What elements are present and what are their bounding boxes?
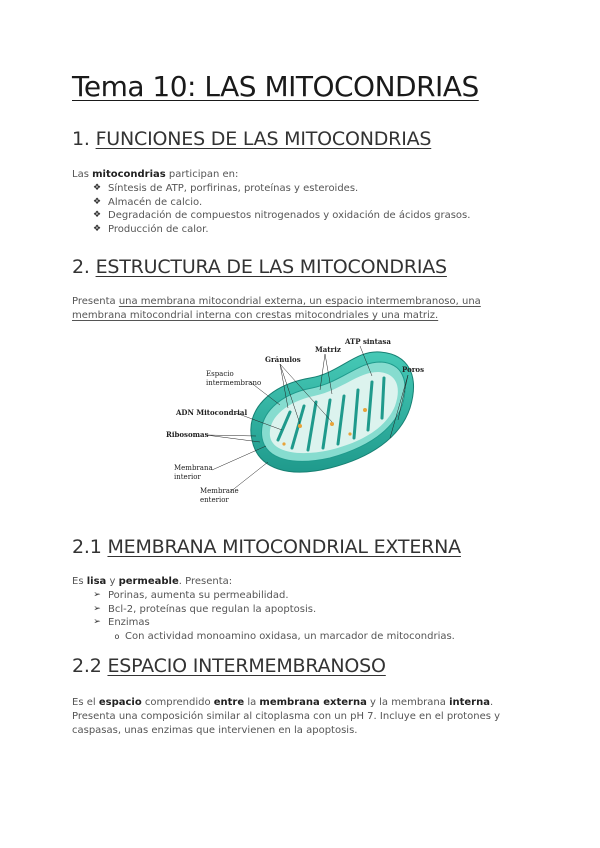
- mitochondria-diagram: [160, 330, 450, 515]
- list-item-text: Almacén de calcio.: [108, 196, 203, 208]
- intro-text: Es: [72, 576, 87, 587]
- outer-membrane-list: [91, 589, 455, 643]
- intro-text: y: [106, 576, 119, 587]
- list-item: [91, 616, 455, 630]
- page-title: Tema 10: LAS MITOCONDRIAS: [72, 70, 479, 103]
- label-membrana-exterior-1: Membrane: [200, 487, 239, 495]
- list-item: [91, 196, 470, 210]
- underlined-text: una membrana mitocondrial externa, un espacio intermembranoso, una membrana mitocondrial interna con crestas mitocondriales y una matriz.: [72, 296, 481, 321]
- label-adn: ADN Mitocondrial: [176, 408, 248, 417]
- intro-text: Las: [72, 169, 93, 180]
- label-atp-sintasa: ATP sintasa: [345, 337, 391, 346]
- arrow-bullet-icon: ➢: [93, 590, 101, 600]
- section-2-heading: [72, 256, 447, 278]
- intro-text: participan en:: [165, 169, 239, 180]
- label-membrana-exterior-2: enterior: [200, 496, 229, 504]
- paragraph-text: comprendido: [141, 697, 214, 708]
- section-1-heading: [72, 128, 431, 150]
- section-2-2-text: [72, 696, 522, 738]
- label-espacio: Espacio: [206, 370, 234, 378]
- section-title: ESTRUCTURA DE LAS MITOCONDRIAS: [95, 256, 447, 278]
- list-item-text: Producción de calor.: [108, 223, 209, 235]
- section-number: 2.2: [72, 655, 102, 677]
- section-number: 2.1: [72, 536, 102, 558]
- arrow-bullet-icon: ➢: [93, 603, 101, 614]
- intro-text: . Presenta:: [178, 576, 233, 587]
- label-poros: Poros: [402, 365, 425, 374]
- functions-list: [91, 182, 470, 236]
- bold-term: entre: [213, 697, 245, 708]
- section-title: MEMBRANA MITOCONDRIAL EXTERNA: [107, 536, 461, 558]
- section-2-1-heading: [72, 536, 461, 558]
- label-membrana-interior-1: Membrana: [174, 464, 213, 472]
- paragraph-text: Presenta: [72, 296, 119, 307]
- list-item-text: Degradación de compuestos nitrogenados y oxidación de ácidos grasos.: [108, 210, 471, 221]
- list-item-text: Bcl-2, proteínas que regulan la apoptosis.: [108, 603, 317, 615]
- bold-term: membrana externa: [259, 697, 367, 708]
- circle-bullet-icon: o: [114, 631, 120, 641]
- list-item-text: Con actividad monoamino oxidasa, un marcador de mitocondrias.: [125, 630, 455, 642]
- section-title: FUNCIONES DE LAS MITOCONDRIAS: [95, 128, 432, 150]
- section-2-1-intro: [72, 575, 232, 589]
- list-item-text: Síntesis de ATP, porfirinas, proteínas y esteroides.: [108, 183, 359, 194]
- diamond-bullet-icon: ❖: [92, 223, 102, 234]
- diamond-bullet-icon: ❖: [92, 183, 102, 193]
- intro-bold: mitocondrias: [92, 169, 166, 180]
- intro-bold: lisa: [86, 576, 107, 587]
- list-item-text: Enzimas: [108, 617, 150, 628]
- section-number: 1.: [72, 128, 90, 150]
- label-matriz: Matriz: [315, 345, 341, 354]
- diamond-bullet-icon: ❖: [92, 210, 102, 220]
- bold-term: interna: [449, 697, 490, 708]
- section-title: ESPACIO INTERMEMBRANOSO: [107, 655, 386, 677]
- paragraph-text: la: [244, 697, 260, 708]
- bold-term: espacio: [98, 697, 142, 708]
- section-number: 2.: [72, 256, 90, 278]
- section-2-2-heading: [72, 655, 386, 677]
- paragraph-text: Es el: [72, 697, 99, 708]
- diamond-bullet-icon: ❖: [92, 196, 102, 207]
- label-intermembrano: intermembrano: [206, 379, 262, 387]
- list-item-text: Porinas, aumenta su permeabilidad.: [108, 590, 289, 601]
- paragraph-text: y la membrana: [366, 697, 450, 708]
- label-ribosomas: Ribosomas: [166, 430, 209, 439]
- section-1-intro: [72, 168, 238, 182]
- intro-bold: permeable: [118, 576, 179, 587]
- list-item: [91, 589, 455, 603]
- list-item: [91, 603, 455, 617]
- label-granulos: Gránulos: [265, 355, 301, 364]
- list-item: [91, 209, 470, 223]
- paragraph-text: . Presenta una composición similar al citoplasma con un pH 7. Incluye en el protones y caspasas, unas enzimas que intervienen en la apoptosis.: [72, 697, 501, 736]
- arrow-bullet-icon: ➢: [93, 617, 101, 627]
- label-membrana-interior-2: interior: [174, 473, 201, 481]
- section-2-text: [72, 295, 512, 323]
- list-item: [91, 223, 470, 237]
- sub-list-item: [91, 630, 455, 644]
- list-item: [91, 182, 470, 196]
